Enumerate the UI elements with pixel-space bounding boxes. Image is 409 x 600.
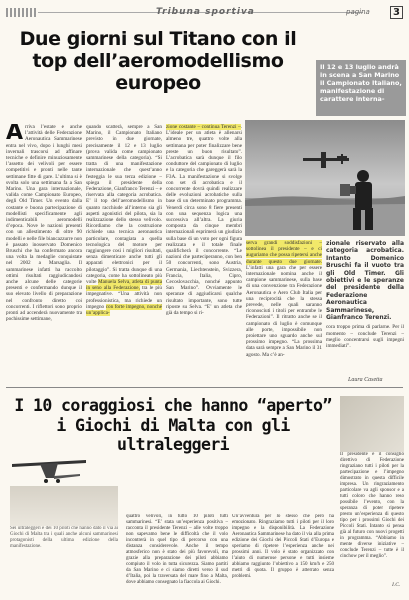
article2-column-3: Il presidente e il consiglio direttivo di Federazione ringraziano tutti i piloti per la partecipazione e l’impegno dimostrato in questa difficile impresa. Un ringraziamento particolare va agli sponsor e a tutti coloro che hanno reso possibile l’evento, con la speranza di poter ripetere presto un’esperienza di questo tipo per i prossimi Giochi dei Piccoli Stati. Intanto si pensa già al futuro con nuovi progetti in programma. “Abbiamo in mente diverse iniziative – conclude Terenzi – tutte è il cinchow per il meglio”. — [340, 452, 404, 559]
article1-column-1 — [6, 124, 82, 382]
page-number: 3 — [390, 6, 403, 19]
section-title: Tribuna sportiva — [156, 7, 255, 17]
article1-col3-text: . L’ideale per un atleta è allenarsi almeno tre, quattro volte alla settimana per poter finalizzare bene preste un buon risultato”. L’acrobatica sarà dunque il filo conduttore del campionato di luglio e la categoria che gareggerà sarà la F3A. La manifestazione si svolge con set di acrobatica e il concorrente dovrà quindi realizzare delle evoluzioni acrobatiche sulla base di un determinato programma. Venerdì circa sono 8 fiere presenti con una sequenza logica una successiva all’altra. La giuria composta da cinque membri internazionali esprimerà un giudizio sulla base di un voto per ogni figura realizzata e il totale finale qualificherà il concorrente. “Le nazioni che parteciperanno, con ben 50 concorrenti, sono Austria, Germania, Liechtenstein, Svizzera, Francia, Italia, Cipro, Cecoslovacchia, nonché appunto San Marino”. Ovviamente le speranze di aggiudicarsi qualche risultato importante, sono tutte riposte su Selva. “E’ un atleta che già da tempo si ri- — [166, 124, 242, 317]
article1-column-4 — [246, 240, 322, 386]
article1-column-5 — [326, 240, 404, 360]
highlighted-text: con forte impegno, nonché un’applica- — [86, 303, 162, 317]
article1-summary-box: Il 12 e 13 luglio andrà in scena a San Marino il Campionato Italiano, manifestazione di carattere interna- — [316, 60, 406, 116]
article1-col2-text-b: tra le più impegnative. “Una attività non professionistica, ma richiede un impegno — [86, 285, 162, 310]
article2-headline: I 10 coraggiosi che hanno “aperto” i Giochi di Malta con gli ultraleggeri — [14, 396, 332, 454]
article2-column-1: quattro velivoli, in tutto 10 piloti tutti sammarinesi. “E’ stata un’esperienza positiva – racconta il presidente Terenzi – alle volte troppo non sapevamo bene le difficoltà che il volo incontrerà in quel tipo di percorso con una distanza considerevole. Anche il tempo atmosferico non è stato dei più favorevoli, ma grazie alla preparazione dei piloti abbiamo compiuto il volo in tutta sicurezza. Siamo partiti da San Marino e ci siamo diretti verso il sud d’Italia, poi la traversata del mare fino a Malta, dove abbiamo consegnato la fiaccola ai Giochi. — [126, 514, 228, 585]
article1-headline: Due giorni sul Titano con il top dell’aeromodellismo europeo — [19, 28, 297, 94]
drop-cap: A — [6, 124, 24, 145]
highlighted-text: serva grandi soddisfazioni – sottolinea il presidente – e ci auguriamo che possa ripetersi anche durante questo due giornate. — [246, 240, 322, 265]
header-ornament — [6, 8, 36, 17]
article1-col1-text: rriva l’estate e anche l’attività delle Federazione Aeronautica Sammarinese entra nel vivo, dopo i lunghi mesi invernali trascorsi ad affinare tecniche e definire minuziosamente l’assetto dei velivoli per essere competitivi e pronti nelle tante settimane fitte di gare. L’ultima si è svolta solo una settimana fa a San Marino. Una gara internazionale, valida come Campionato Europeo, degli Old Timer. Un evento dalla costante e buona partecipazione di modellisti specificamente agli indimenticabili aeromodelli d’epoca. Nove le nazioni presenti con un allestimento di oltre 90 modelli e nelle file biancazzurre non è passato inosservato Domenico Bruschi che ha confermato ancora una volta la medaglie conquistate nel 2002 a Marsaglia. Il sammarinese infatti ha raccolto ottimi risultati raggiudicandosi anche alcune delle categorie presenti e confermando dunque il suo elevato livello di preparazione nel confronto diretto coi concorrenti. I riflettori sono proprio pronti ad accenderà nuovamente tra pochissime settimane, — [6, 124, 82, 323]
ultralight-plane-image — [10, 450, 88, 484]
article1-column-3 — [166, 124, 242, 386]
article1-col2-text: quando scatterà, sempre a San Marino, il Campionato Italiano previsto in due giornate, precisamente il 12 e 13 luglio (prova valida come campionato sammarinese della categoria). “Si tratta di una manifestazione internazionale che quest’anno festeggia le sua terza edizione – spiega il presidente della Federazione, Gianfranco Terenzi – e riservata alla categoria acrobatica. E’ il top dell’aeromodellismo in quanto racchiude all’interno sia gli aspetti agonistici del pilota, sia la realizzazione dello stesso velivolo. Ricordiamo che la costruzione richiede una tecnica aeronautica particolare, contagiata a quella tecnologica del motore per raggiungere così i migliori risultati, senza dimenticare anche tutti gli apparati elettronici per il pilotaggio”. Si tratta dunque di una categoria, come ha sottolineato più volte — [86, 124, 162, 286]
article2-side-photo — [340, 396, 404, 452]
pilot-with-model-plane-image — [245, 120, 405, 236]
highlighted-text: Manuela Selva, atleta di punta in seno alla Federazione, — [86, 279, 162, 292]
article1-intro-bold: zionale riservato alla categoria acrobatica. Intanto Domenico Bruschi fa il vuoto tra gli Old Timer. Gli obiettivi e le speranze del presidente della Federazione Aeronautica Sammarinese, Gianfranco Terenzi. — [326, 240, 404, 322]
page-label: pagina — [346, 8, 370, 16]
article2-caption: Sei ultraleggeri e dei 10 piloti che hanno dato il via ai Giochi di Malta tra i quali anche alcuni sammarinesi protagonisti della ultima edizione della manifestazione. — [10, 526, 118, 549]
article2-column-2: Un’avventura per lo stesso che però ha emozionato. Ringraziamo tutti i piloti per il loro impegno e la disponibilità. La Federazione Aeronautica Sammarinese ha dato il via alla prima edizione dei Giochi dei Piccoli Stati d’Europa e speriamo di ripetere l’esperienza anche nei prossimi anni. Il volo è stato organizzato con l’aiuto di numerose persone e tutti insieme abbiamo raggiunto l’obiettivo a 150 km/h e 250 metri di quota. Il gruppo è atterrato senza problemi. — [232, 514, 334, 579]
article2-group-photo — [10, 486, 118, 526]
article1-author: Laura Casetta — [348, 377, 383, 383]
page-header — [6, 6, 403, 20]
article1-column-2 — [86, 124, 162, 386]
highlighted-text: zione costante – continua Terenzi – — [166, 124, 241, 130]
article-divider — [6, 387, 403, 388]
ultralight-icon — [10, 450, 88, 484]
article1-photo — [245, 120, 405, 236]
article1-col4-text: L’infatti una gara che per essere internazionale nomina anche il campione sammarinese, sulla base di una convenzione tra Federazione Aeronautica e Aero Club Italia per una reciprocità che la stessa prevede, nelle quali saranno riconosciuti i titoli per entrambe le Federazioni”. Il ritratto anche se il campionato di luglio è comunque alle porte, impossibile non proiettare uno sguardo anche sul prossimo impegno. “La prossima data sarà sempre a San Marino il 31 agosto. Ma c’è an- — [246, 264, 322, 358]
article2-author: I.C. — [392, 582, 401, 588]
article1-col5-text: cora troppo prima di parlarne. Per il momento – conclude Terenzi – meglio concentrarsi sugli impegni immediati”. — [326, 324, 404, 350]
